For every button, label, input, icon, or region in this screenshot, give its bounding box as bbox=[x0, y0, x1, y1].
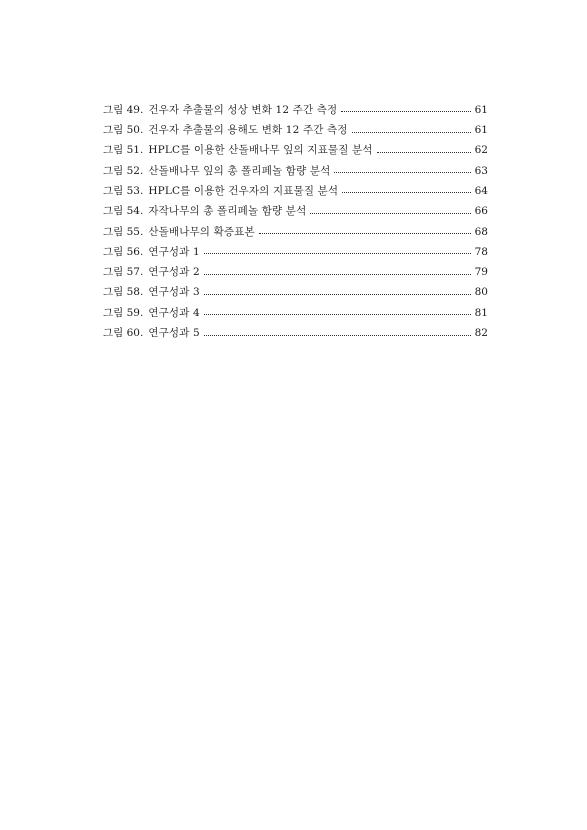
figure-title: HPLC를 이용한 건우자의 지표물질 분석 bbox=[148, 184, 339, 197]
dot-leader bbox=[204, 274, 471, 275]
toc-entry[interactable] bbox=[103, 298, 488, 318]
dot-leader bbox=[352, 132, 471, 133]
figure-title: 산돌배나무의 확증표본 bbox=[148, 225, 255, 238]
dot-leader bbox=[204, 253, 471, 254]
toc-entry[interactable] bbox=[103, 278, 488, 298]
dot-leader bbox=[204, 335, 471, 336]
figure-number: 그림 56. bbox=[103, 245, 144, 258]
toc-entry[interactable] bbox=[103, 217, 488, 237]
figure-number: 그림 54. bbox=[103, 205, 144, 218]
figure-title: 산돌배나무 잎의 총 폴리페놀 함량 분석 bbox=[148, 164, 331, 177]
figure-number: 그림 58. bbox=[103, 286, 144, 299]
toc-entry[interactable] bbox=[103, 176, 488, 196]
figure-number: 그림 53. bbox=[103, 184, 144, 197]
figure-title: HPLC를 이용한 산돌배나무 잎의 지표물질 분석 bbox=[148, 144, 373, 157]
page-number: 66 bbox=[474, 205, 488, 218]
figure-title: 연구성과 3 bbox=[148, 286, 200, 299]
figure-title: 연구성과 5 bbox=[148, 327, 200, 340]
page-number: 78 bbox=[474, 245, 488, 258]
page-number: 63 bbox=[474, 164, 488, 177]
dot-leader bbox=[310, 213, 471, 214]
page-number: 68 bbox=[474, 225, 488, 238]
figure-number: 그림 51. bbox=[103, 144, 144, 157]
page-number: 61 bbox=[474, 103, 488, 116]
page-number: 61 bbox=[474, 124, 488, 137]
figure-number: 그림 59. bbox=[103, 306, 144, 319]
page-number: 82 bbox=[474, 327, 488, 340]
figure-title: 자작나무의 총 폴리페놀 함량 분석 bbox=[148, 205, 307, 218]
page-number: 80 bbox=[474, 286, 488, 299]
dot-leader bbox=[334, 172, 471, 173]
page-number: 81 bbox=[474, 306, 488, 319]
page-number: 64 bbox=[474, 184, 488, 197]
figure-number: 그림 49. bbox=[103, 103, 144, 116]
toc-entry[interactable] bbox=[103, 95, 488, 115]
toc-entry[interactable] bbox=[103, 257, 488, 277]
figure-number: 그림 50. bbox=[103, 124, 144, 137]
figure-number: 그림 55. bbox=[103, 225, 144, 238]
dot-leader bbox=[204, 294, 471, 295]
toc-entry[interactable] bbox=[103, 136, 488, 156]
figure-number: 그림 57. bbox=[103, 266, 144, 279]
toc-entry[interactable] bbox=[103, 196, 488, 216]
toc-entry[interactable] bbox=[103, 237, 488, 257]
figure-number: 그림 52. bbox=[103, 164, 144, 177]
figure-title: 건우자 추출물의 성상 변화 12 주간 측정 bbox=[148, 103, 338, 116]
toc-entry[interactable] bbox=[103, 318, 488, 338]
dot-leader bbox=[377, 152, 471, 153]
figure-title: 연구성과 1 bbox=[148, 245, 200, 258]
figure-number: 그림 60. bbox=[103, 327, 144, 340]
dot-leader bbox=[259, 233, 471, 234]
page-number: 62 bbox=[474, 144, 488, 157]
figure-title: 연구성과 2 bbox=[148, 266, 200, 279]
dot-leader bbox=[204, 314, 471, 315]
dot-leader bbox=[342, 192, 471, 193]
figure-title: 건우자 추출물의 용해도 변화 12 주간 측정 bbox=[148, 124, 348, 137]
figure-list bbox=[103, 95, 488, 339]
dot-leader bbox=[341, 111, 471, 112]
toc-entry[interactable] bbox=[103, 115, 488, 135]
toc-entry[interactable] bbox=[103, 156, 488, 176]
figure-title: 연구성과 4 bbox=[148, 306, 200, 319]
page-number: 79 bbox=[474, 266, 488, 279]
